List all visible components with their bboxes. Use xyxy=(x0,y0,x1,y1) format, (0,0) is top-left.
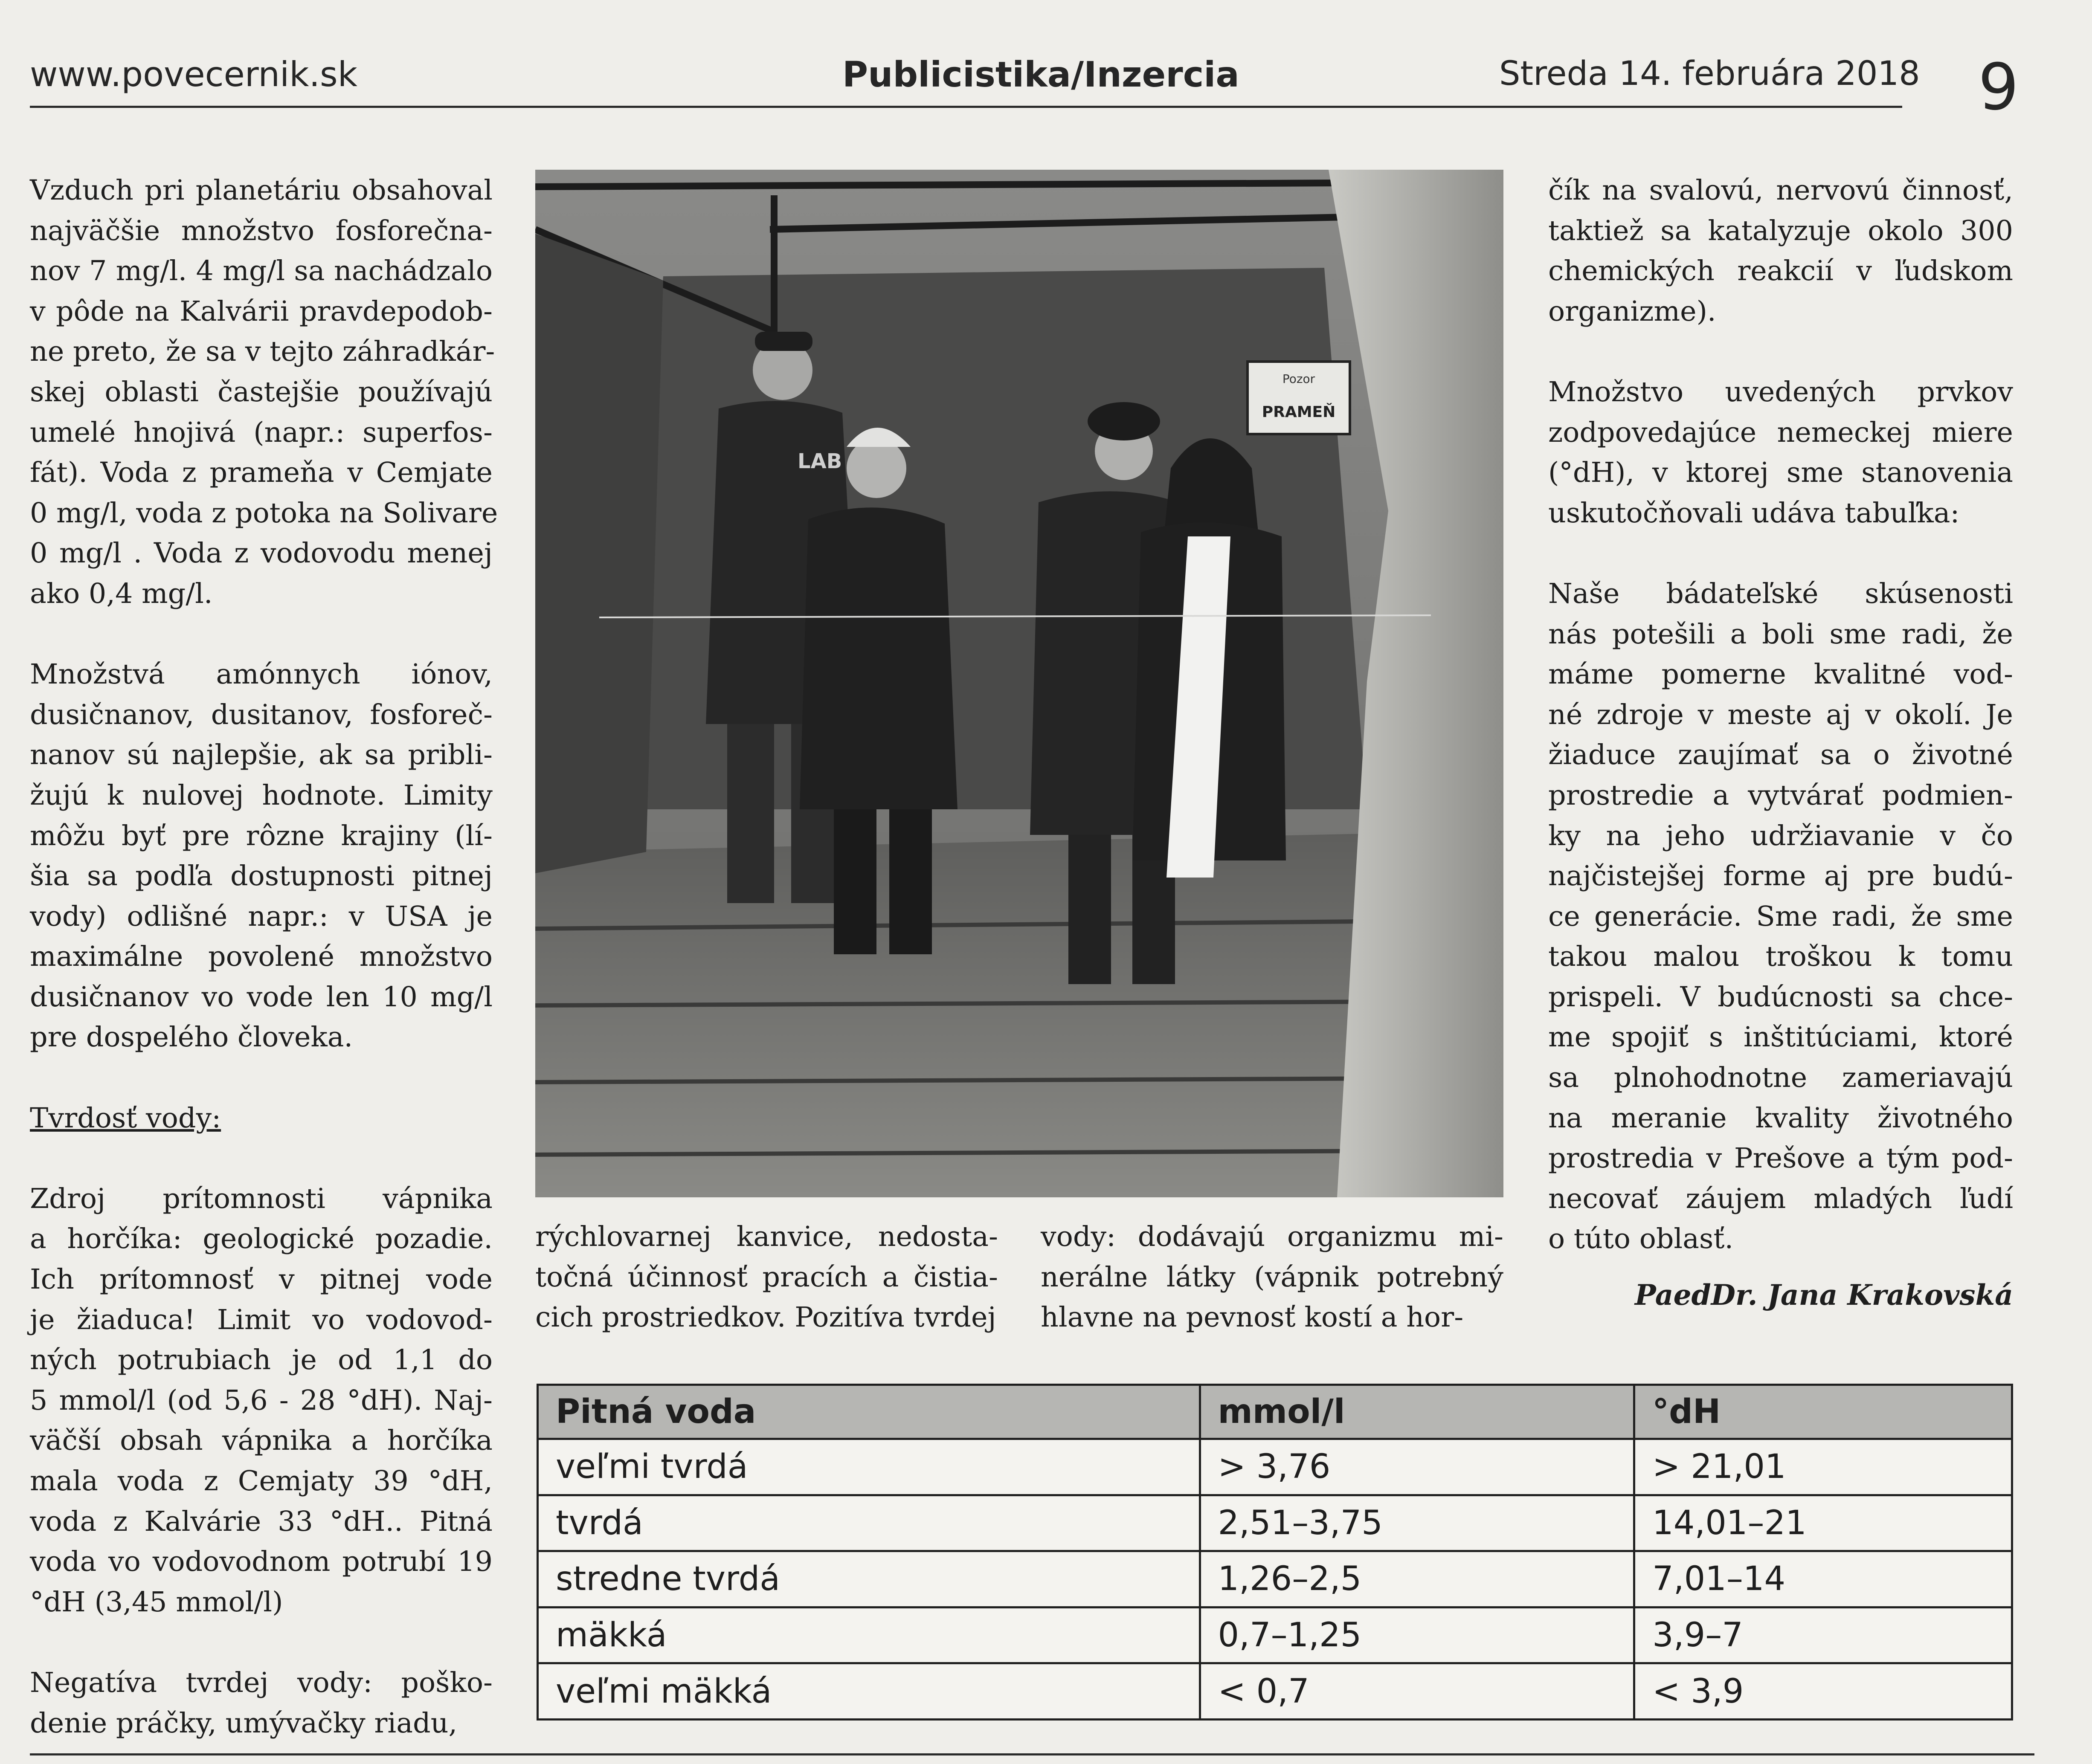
text-line: vody) odlišné napr.: v USA je xyxy=(30,900,493,933)
table-row xyxy=(538,1495,2012,1551)
page-number: 9 xyxy=(1978,50,2019,125)
table-cell: veľmi mäkká xyxy=(538,1663,1200,1720)
text-line: Vzduch pri planetáriu obsahoval xyxy=(30,174,493,206)
text-line: väčší obsah vápnika a horčíka xyxy=(30,1425,493,1457)
paragraph-magnesium xyxy=(1548,171,2013,332)
text-line: prispeli. V budúcnosti sa chce- xyxy=(1548,981,2013,1013)
text-line: Zdroj prítomnosti vápnika xyxy=(30,1182,493,1215)
text-line: točná účinnosť pracích a čistia- xyxy=(535,1261,998,1293)
water-hardness-table xyxy=(537,1384,2013,1721)
text-line: nanov sú najlepšie, ak sa pribli- xyxy=(30,739,493,771)
photo-illustration xyxy=(535,170,1503,1197)
text-line: ce generácie. Sme radi, že sme xyxy=(1548,900,2013,933)
text-line: vody: dodávajú organizmu mi- xyxy=(1041,1221,1503,1253)
text-line: fát). Voda z prameňa v Cemjate xyxy=(30,457,493,489)
text-line: hlavne na pevnosť kostí a hor- xyxy=(1041,1301,1464,1334)
group-photo xyxy=(535,170,1503,1197)
text-line: zodpovedajúce nemeckej miere xyxy=(1548,416,2013,449)
table-cell: 7,01–14 xyxy=(1634,1551,2012,1608)
table-cell: 1,26–2,5 xyxy=(1200,1551,1634,1608)
text-line: na meranie kvality životného xyxy=(1548,1102,2013,1134)
text-line: maximálne povolené množstvo xyxy=(30,941,493,973)
paragraph-table-intro xyxy=(1548,372,2013,533)
text-line: žujú k nulovej hodnote. Limity xyxy=(30,779,493,811)
header-rule xyxy=(30,106,1902,108)
text-line: 5 mmol/l (od 5,6 - 28 °dH). Naj- xyxy=(30,1384,493,1416)
text-line: dusičnanov vo vode len 10 mg/l xyxy=(30,981,493,1013)
table-header-row xyxy=(538,1385,2012,1439)
text-line: skej oblasti častejšie používajú xyxy=(30,376,493,408)
text-line: °dH (3,45 mmol/l) xyxy=(30,1586,283,1618)
table-cell: > 3,76 xyxy=(1200,1439,1634,1495)
text-line: chemických reakcií v ľudskom xyxy=(1548,255,2013,287)
paragraph-hardness xyxy=(30,1179,493,1623)
text-line: žiaduce zaujímať sa o životné xyxy=(1548,739,2013,771)
table-row xyxy=(538,1607,2012,1663)
text-line: najčistejšej forme aj pre budú- xyxy=(1548,860,2013,892)
cap-logo-text: LAB xyxy=(798,449,842,473)
text-line: cich prostriedkov. Pozitíva tvrdej xyxy=(535,1301,996,1334)
col-header-dh: °dH xyxy=(1634,1385,2012,1439)
footer-rule xyxy=(30,1753,2034,1755)
text-line: rýchlovarnej kanvice, nedosta- xyxy=(535,1221,998,1253)
table-cell: 14,01–21 xyxy=(1634,1495,2012,1551)
table-cell: mäkká xyxy=(538,1607,1200,1663)
sign-small-text: Pozor xyxy=(1282,372,1315,386)
section-title: Publicistika/Inzercia xyxy=(842,55,1239,95)
text-line: Negatíva tvrdej vody: poško- xyxy=(30,1666,493,1699)
text-line: ako 0,4 mg/l. xyxy=(30,577,213,610)
text-line: najväčšie množstvo fosforečna- xyxy=(30,214,493,247)
author-signature: PaedDr. Jana Krakovská xyxy=(1634,1278,2013,1312)
paragraph-negatives xyxy=(30,1663,493,1744)
table-cell: stredne tvrdá xyxy=(538,1551,1200,1608)
text-line: mala voda z Cemjaty 39 °dH, xyxy=(30,1465,493,1497)
text-line: sa plnohodnotne zameriavajú xyxy=(1548,1062,2013,1094)
text-line: prostredie a vytvárať podmien- xyxy=(1548,779,2013,811)
table-cell: < 0,7 xyxy=(1200,1663,1634,1720)
table-cell: 0,7–1,25 xyxy=(1200,1607,1634,1663)
table-cell: 2,51–3,75 xyxy=(1200,1495,1634,1551)
text-line: čík na svalovú, nervovú činnosť, xyxy=(1548,174,2013,206)
table-cell: 3,9–7 xyxy=(1634,1607,2012,1663)
text-line: ne preto, že sa v tejto záhradkár- xyxy=(30,336,495,368)
text-line: 0 mg/l, voda z potoka na Solivare xyxy=(30,497,498,529)
col-header-water: Pitná voda xyxy=(538,1385,1200,1439)
column-left xyxy=(30,171,498,1744)
text-line: 0 mg/l . Voda z vodovodu menej xyxy=(30,537,493,570)
text-line: organizme). xyxy=(1548,295,1716,327)
text-line: prostredia v Prešove a tým pod- xyxy=(1548,1142,2013,1175)
text-line: denie práčky, umývačky riadu, xyxy=(30,1707,458,1739)
text-line: nás potešili a boli sme radi, že xyxy=(1548,618,2013,650)
text-line: takou malou troškou k tomu xyxy=(1548,941,2013,973)
paragraph-phosphates xyxy=(30,171,498,614)
sign-text: PRAMEŇ xyxy=(1262,403,1336,421)
table-cell: < 3,9 xyxy=(1634,1663,2012,1720)
text-line: ky na jeho udržiavanie v čo xyxy=(1548,820,2013,852)
text-line: dusičnanov, dusitanov, fosforeč- xyxy=(30,698,493,731)
table-cell: tvrdá xyxy=(538,1495,1200,1551)
text-line: uskutočňovali udáva tabuľka: xyxy=(1548,497,1960,529)
text-line: nerálne látky (vápnik potrebný xyxy=(1041,1261,1503,1293)
text-line: Ich prítomnosť v pitnej vode xyxy=(30,1263,493,1296)
column-right xyxy=(1548,171,2013,1260)
text-line: necovať záujem mladých ľudí xyxy=(1548,1182,2013,1215)
caption-right xyxy=(1041,1217,1503,1338)
text-line: o túto oblasť. xyxy=(1548,1223,1734,1255)
text-line: Naše bádateľské skúsenosti xyxy=(1548,577,2013,610)
site-url: www.povecernik.sk xyxy=(30,55,358,94)
subheading-water-hardness: Tvrdosť vody: xyxy=(30,1102,221,1134)
text-line: Množstvo uvedených prvkov xyxy=(1548,376,2013,408)
text-line: né zdroje v meste aj v okolí. Je xyxy=(1548,698,2013,731)
caption-left xyxy=(535,1217,998,1338)
text-line: voda z Kalvárie 33 °dH.. Pitná xyxy=(30,1505,493,1538)
table-cell: > 21,01 xyxy=(1634,1439,2012,1495)
text-line: (°dH), v ktorej sme stanovenia xyxy=(1548,457,2013,489)
text-line: je žiaduca! Limit vo vodovod- xyxy=(30,1303,493,1336)
table-row xyxy=(538,1551,2012,1608)
table-row xyxy=(538,1663,2012,1720)
table-row xyxy=(538,1439,2012,1495)
text-line: nov 7 mg/l. 4 mg/l sa nachádzalo xyxy=(30,255,493,287)
paragraph-conclusion xyxy=(1548,574,2013,1260)
text-line: voda vo vodovodnom potrubí 19 xyxy=(30,1546,493,1578)
text-line: pre dospelého človeka. xyxy=(30,1021,353,1054)
issue-date: Streda 14. februára 2018 xyxy=(1499,55,1920,93)
text-line: v pôde na Kalvárii pravdepodob- xyxy=(30,295,493,327)
text-line: šia sa podľa dostupnosti pitnej xyxy=(30,860,493,892)
text-line: a horčíka: geologické pozadie. xyxy=(30,1223,493,1255)
text-line: Množstvá amónnych iónov, xyxy=(30,658,493,691)
paragraph-limits xyxy=(30,655,493,1058)
text-line: umelé hnojivá (napr.: superfos- xyxy=(30,416,493,449)
text-line: me spojiť s inštitúciami, ktoré xyxy=(1548,1021,2013,1054)
table-cell: veľmi tvrdá xyxy=(538,1439,1200,1495)
col-header-mmol: mmol/l xyxy=(1200,1385,1634,1439)
text-line: taktiež sa katalyzuje okolo 300 xyxy=(1548,214,2013,247)
text-line: môžu byť pre rôzne krajiny (lí- xyxy=(30,820,493,852)
text-line: máme pomerne kvalitné vod- xyxy=(1548,658,2013,691)
text-line: ných potrubiach je od 1,1 do xyxy=(30,1344,493,1376)
